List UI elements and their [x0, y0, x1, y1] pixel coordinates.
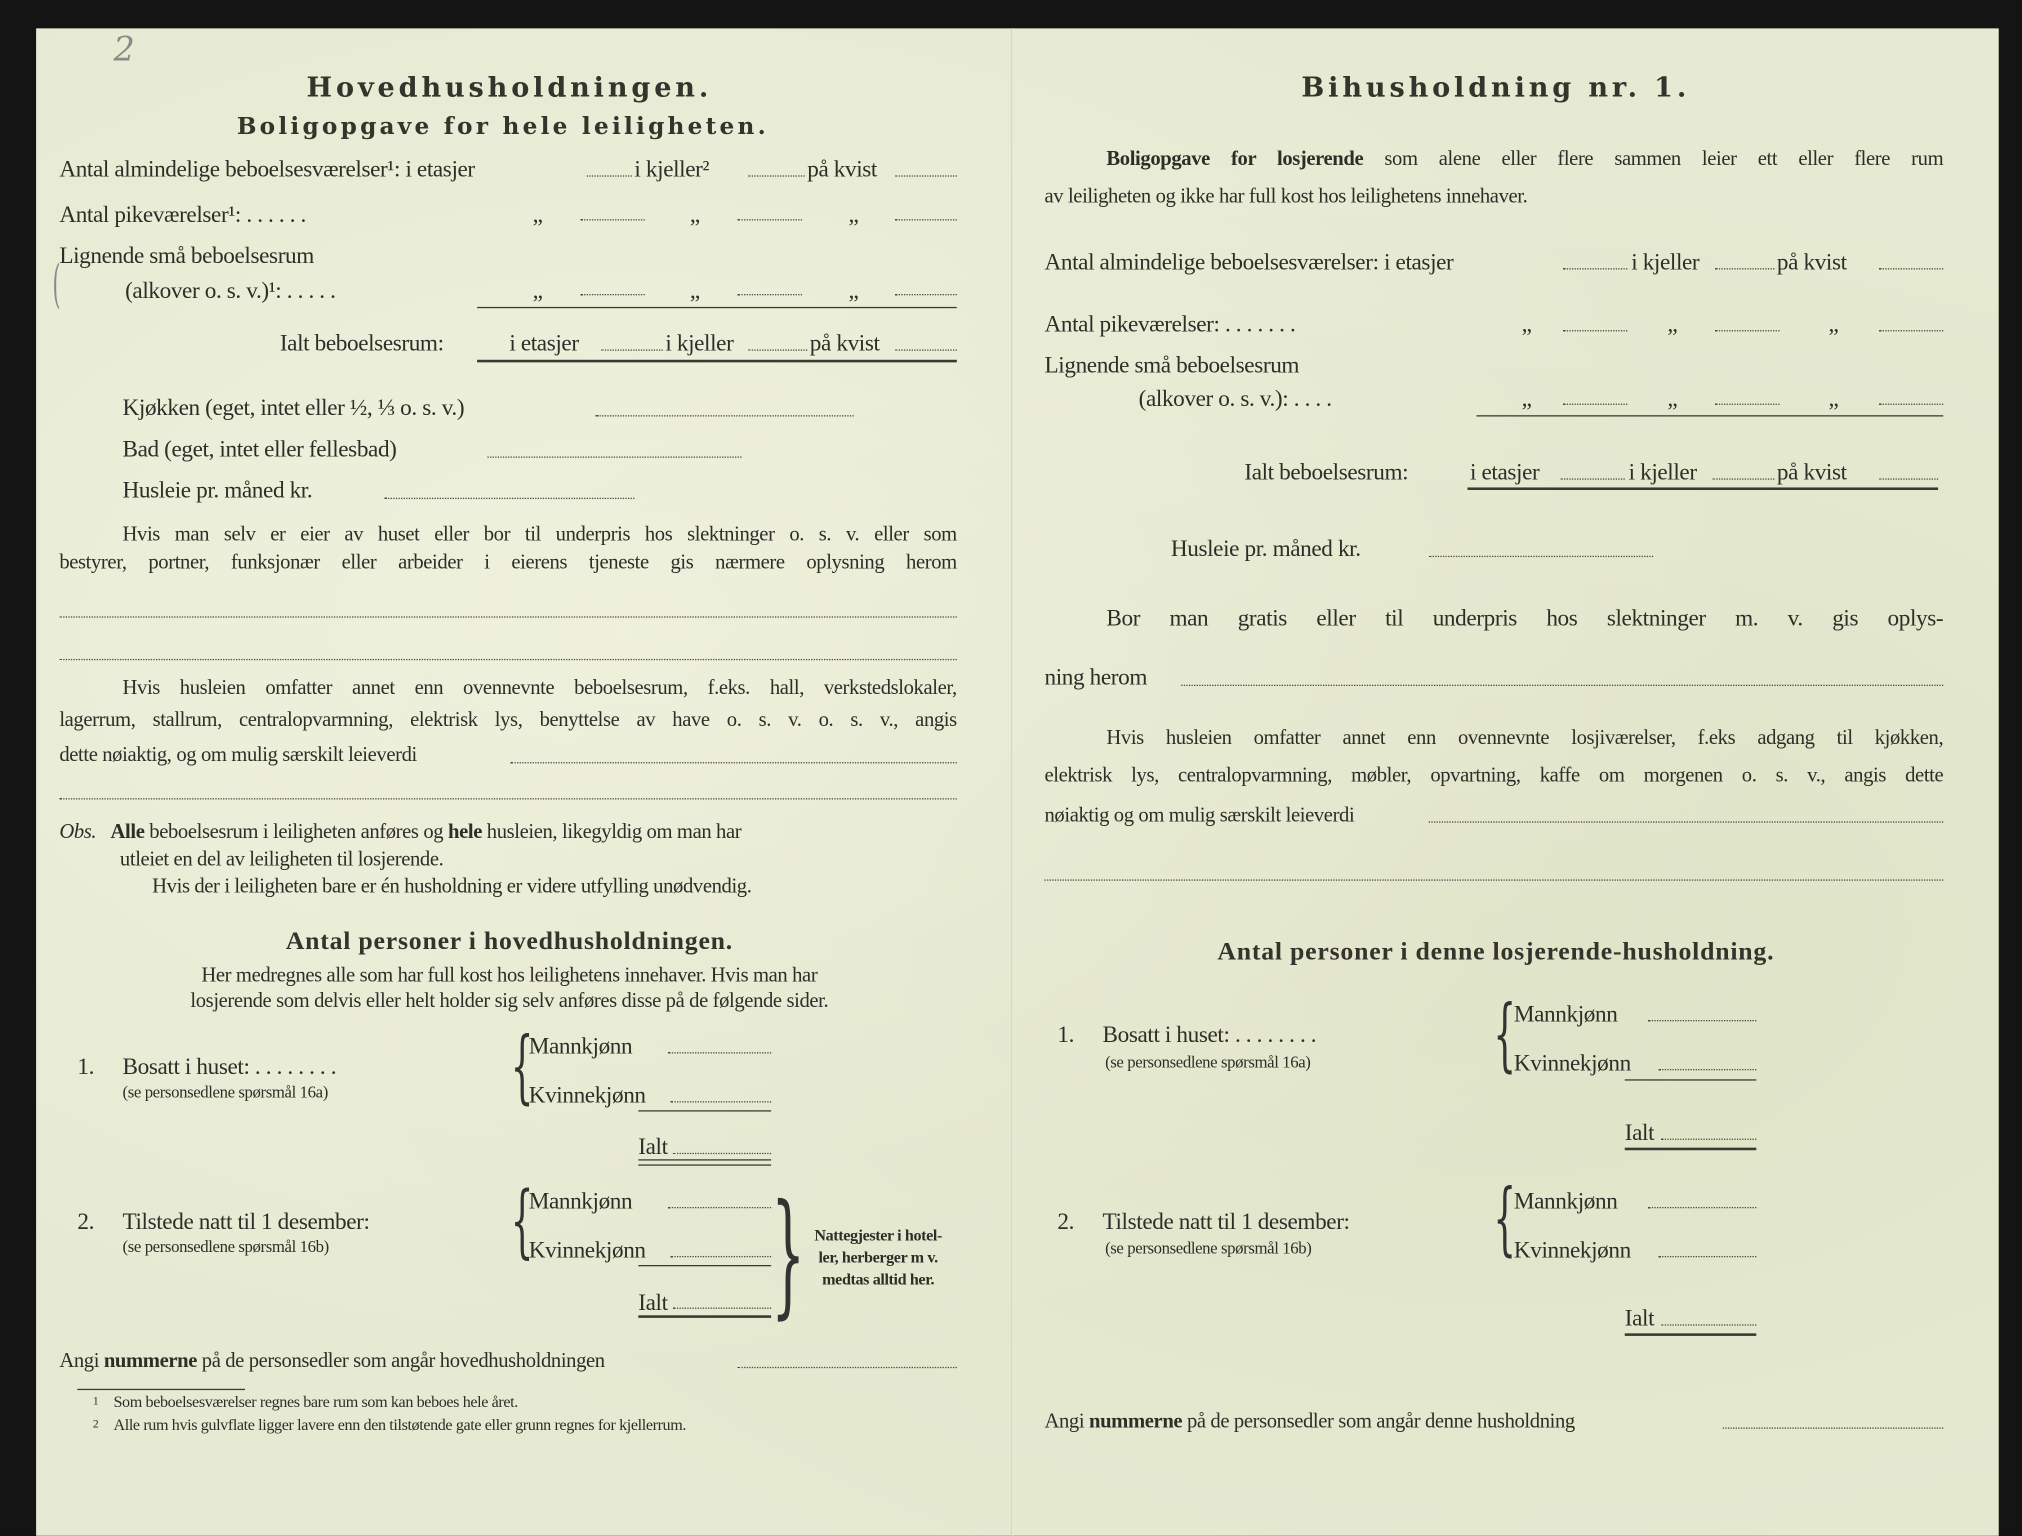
footnote-rule [77, 1389, 245, 1390]
total-rule [1467, 487, 1938, 490]
field-maid-floors[interactable] [1563, 330, 1627, 331]
persons-note: losjerende som delvis eller helt holder sig selv anføres disse på de følgende sider. [190, 990, 829, 1013]
obs-bold: hele [448, 821, 482, 844]
intro-text: som alene eller flere sammen leier ett eller flere rum [1384, 148, 1944, 171]
right-intro [1106, 150, 1943, 171]
ditto-mark: „ [1828, 310, 1839, 337]
persons-note: Her medregnes alle som har full kost hos leilighetens innehaver. Hvis man har [201, 964, 818, 987]
female-label: Kvinnekjønn [1513, 1236, 1631, 1263]
field-maid-cellar[interactable] [738, 219, 802, 220]
numbers-bold: nummerne [103, 1350, 198, 1373]
sum-rule [638, 1110, 771, 1111]
field-q1-male[interactable] [1648, 1020, 1756, 1021]
relatives-note: ning herom [1044, 664, 1148, 690]
female-label: Kvinnekjønn [1513, 1049, 1631, 1076]
field-similar-cellar[interactable] [738, 294, 802, 295]
similar-rooms-sublabel: (alkover o. s. v.): . . . . [1138, 385, 1332, 412]
field-attic[interactable] [1879, 268, 1943, 269]
hotel-note: ler, herberger m v. [818, 1248, 938, 1267]
left-subtitle: Boligopgave for hele leiligheten. [236, 113, 769, 141]
obs-bold: Alle [110, 821, 145, 844]
floors-label: i etasjer [509, 330, 579, 356]
total-label: Ialt [1624, 1304, 1655, 1331]
field-similar-attic[interactable] [1879, 404, 1943, 405]
right-brace: } [771, 1174, 806, 1333]
right-title: Bihusholdning nr. 1. [1301, 70, 1691, 104]
bath-label: Bad (eget, intet eller fellesbad) [122, 435, 397, 462]
field-rent[interactable] [384, 498, 634, 499]
rent-label: Husleie pr. måned kr. [1170, 535, 1361, 561]
field-similar-attic[interactable] [895, 294, 957, 295]
obs-text: beboelsesrum i leiligheten anføres og [149, 821, 444, 844]
field-similar-floors[interactable] [1563, 404, 1627, 405]
attic-label: på kvist [809, 330, 880, 356]
cellar-label: i kjeller [1631, 248, 1700, 275]
rent-includes-note: elektrisk lys, centralopvarmning, møbler, opvartning, kaffe om morgenen o. s. v., angis dette [1044, 764, 1944, 787]
female-label: Kvinnekjønn [528, 1081, 646, 1108]
obs-text: husleien, likegyldig om man har [486, 821, 742, 844]
field-q2-female[interactable] [671, 1256, 772, 1257]
owner-note: bestyrer, portner, funksjonær eller arbeider i eierens tjeneste gis nærmere oplysning herom [59, 551, 957, 574]
field-q1-male[interactable] [668, 1052, 771, 1053]
q2-number: 2. [1057, 1208, 1075, 1235]
page-fold [1011, 28, 1014, 1535]
hotel-note: medtas alltid her. [822, 1270, 935, 1289]
total-rule [477, 360, 957, 363]
ordinary-rooms-label: Antal almindelige beboelsesværelser: i etasjer [1044, 248, 1454, 275]
total-label: Ialt [638, 1133, 668, 1160]
right-intro: av leiligheten og ikke har full kost hos leilighetens innehaver. [1044, 185, 1528, 208]
ditto-mark: „ [1667, 385, 1678, 412]
q2-sub: (se personsedlene spørsmål 16b) [122, 1236, 329, 1256]
female-label: Kvinnekjønn [528, 1236, 646, 1263]
field-maid-cellar[interactable] [1715, 330, 1779, 331]
field-q1-total[interactable] [1661, 1139, 1756, 1140]
rent-includes-note: Hvis husleien omfatter annet enn ovennevnte losjiværelser, f.eks adgang til kjøkken, [1106, 727, 1944, 750]
numbers-post: på de personsedler som angår hovedhusholdningen [201, 1350, 605, 1373]
numbers-post: på de personsedler som angår denne husholdning [1186, 1410, 1575, 1433]
field-q2-male[interactable] [668, 1207, 771, 1208]
field-q1-female[interactable] [1658, 1069, 1756, 1070]
field-owner-info-2[interactable] [59, 659, 956, 660]
intro-bold: Boligopgave for losjerende [1106, 148, 1364, 171]
q2-label: Tilstede natt til 1 desember: [1102, 1208, 1350, 1235]
total-rooms-label: Ialt beboelsesrum: [279, 330, 444, 356]
attic-label: på kvist [1776, 459, 1847, 485]
rent-includes-note: dette nøiaktig, og om mulig særskilt leieverdi [59, 744, 417, 766]
cellar-label: i kjeller [1628, 459, 1697, 485]
footnote-2: Alle rum hvis gulvflate ligger lavere enn den tilstøtende gate eller grunn regnes for kjellerrum. [113, 1415, 687, 1434]
field-q2-female[interactable] [1658, 1256, 1756, 1257]
field-similar-floors[interactable] [580, 294, 644, 295]
footnote-mark: 2 [92, 1417, 99, 1431]
male-label: Mannkjønn [1513, 1187, 1618, 1214]
ditto-mark: „ [848, 277, 859, 304]
sum-rule [1625, 1079, 1757, 1080]
left-brace: { [510, 1173, 534, 1268]
field-similar-cellar[interactable] [1715, 404, 1779, 405]
field-floors[interactable] [1563, 268, 1627, 269]
similar-rooms-sublabel: (alkover o. s. v.)¹: . . . . . [125, 277, 336, 304]
ditto-mark: „ [1828, 385, 1839, 412]
q1-number: 1. [77, 1053, 95, 1080]
field-person-numbers[interactable] [1723, 1427, 1944, 1428]
total-label: Ialt [638, 1289, 668, 1316]
field-floors[interactable] [587, 175, 632, 176]
left-brace: { [510, 1018, 534, 1113]
male-label: Mannkjønn [1513, 1000, 1618, 1027]
total-rule [1625, 1148, 1757, 1151]
rent-label: Husleie pr. måned kr. [122, 477, 313, 503]
left-brace: { [1493, 986, 1517, 1081]
ditto-mark: „ [1521, 310, 1532, 337]
sum-rule [477, 307, 957, 308]
sum-rule [638, 1265, 771, 1266]
field-rent-includes-1[interactable] [1429, 821, 1944, 822]
rent-includes-note: lagerrum, stallrum, centralopvarmning, elektrisk lys, benyttelse av have o. s. v. o. s. v., angis [59, 709, 957, 732]
field-total-floors[interactable] [601, 349, 663, 350]
persons-title: Antal personer i hovedhusholdningen. [285, 927, 734, 956]
field-rent-includes-1[interactable] [511, 762, 957, 763]
obs-label: Obs. [59, 821, 97, 844]
q1-sub: (se personsedlene spørsmål 16a) [122, 1081, 328, 1102]
numbers-label [59, 1351, 604, 1372]
field-q1-total[interactable] [673, 1153, 771, 1154]
ditto-mark: „ [1521, 385, 1532, 412]
q2-label: Tilstede natt til 1 desember: [122, 1208, 370, 1235]
q2-number: 2. [77, 1208, 95, 1235]
field-cellar[interactable] [1715, 268, 1774, 269]
footnote-mark: 1 [92, 1393, 99, 1407]
maid-rooms-label: Antal pikeværelser: . . . . . . . [1044, 310, 1296, 337]
obs-note: Hvis der i leiligheten bare er én husholdning er videre utfylling unødvendig. [152, 875, 752, 898]
ditto-mark: „ [689, 277, 700, 304]
field-bath[interactable] [487, 456, 741, 457]
field-maid-attic[interactable] [1879, 330, 1943, 331]
ordinary-rooms-label: Antal almindelige beboelsesværelser¹: i etasjer [59, 156, 475, 182]
ditto-mark: „ [532, 201, 543, 227]
field-q2-total[interactable] [673, 1308, 771, 1309]
field-rent-includes-2[interactable] [1044, 879, 1943, 880]
maid-rooms-label: Antal pikeværelser¹: . . . . . . [59, 201, 306, 227]
obs-note [59, 823, 956, 844]
numbers-bold: nummerne [1089, 1410, 1183, 1433]
ditto-mark: „ [848, 201, 859, 227]
field-q2-total[interactable] [1661, 1324, 1756, 1325]
total-double-rule [638, 1159, 771, 1165]
attic-label: på kvist [807, 156, 878, 182]
handwritten-mark: 2 [113, 30, 135, 70]
q2-sub: (se personsedlene spørsmål 16b) [1105, 1237, 1312, 1258]
field-total-floors[interactable] [1560, 478, 1624, 479]
field-total-cellar[interactable] [1712, 478, 1774, 479]
hotel-note: Nattegjester i hotel- [814, 1226, 942, 1245]
field-person-numbers[interactable] [738, 1367, 957, 1368]
relatives-note: Bor man gratis eller til underpris hos slektninger m. v. gis oplys- [1106, 604, 1944, 631]
total-rule [1625, 1333, 1757, 1336]
rent-includes-note: Hvis husleien omfatter annet enn ovennevnte beboelsesrum, f.eks. hall, verkstedslokaler, [122, 676, 957, 699]
floors-label: i etasjer [1470, 459, 1540, 485]
persons-title: Antal personer i denne losjerende-husholdning. [1217, 937, 1775, 966]
field-cellar[interactable] [748, 175, 805, 176]
left-title: Hovedhusholdningen. [306, 70, 713, 104]
field-q1-female[interactable] [671, 1101, 772, 1102]
numbers-pre: Angi [59, 1350, 100, 1373]
sum-rule [1476, 415, 1943, 416]
similar-rooms-label: Lignende små beboelsesrum [1044, 352, 1300, 378]
field-total-attic[interactable] [895, 349, 957, 350]
numbers-pre: Angi [1044, 1410, 1085, 1433]
q1-sub: (se personsedlene spørsmål 16a) [1105, 1052, 1311, 1072]
ditto-mark: „ [1667, 310, 1678, 337]
kitchen-label: Kjøkken (eget, intet eller ½, ⅓ o. s. v.) [122, 394, 465, 421]
total-rooms-label: Ialt beboelsesrum: [1244, 459, 1409, 485]
field-attic[interactable] [895, 175, 957, 176]
total-label: Ialt [1624, 1119, 1655, 1146]
male-label: Mannkjønn [528, 1187, 633, 1214]
handwritten-bracket: ( [52, 255, 61, 315]
ditto-mark: „ [689, 201, 700, 227]
field-total-attic[interactable] [1879, 478, 1938, 479]
ditto-mark: „ [532, 277, 543, 304]
left-brace: { [1493, 1170, 1517, 1265]
field-maid-attic[interactable] [895, 219, 957, 220]
q1-number: 1. [1057, 1021, 1075, 1048]
obs-note: utleiet en del av leiligheten til losjerende. [119, 848, 444, 871]
field-rent[interactable] [1429, 556, 1653, 557]
total-rule [638, 1315, 771, 1318]
field-rent-includes-2[interactable] [59, 798, 956, 799]
numbers-label [1044, 1412, 1574, 1433]
owner-note: Hvis man selv er eier av huset eller bor til underpris hos slektninger o. s. v. eller som [122, 523, 957, 546]
field-maid-floors[interactable] [580, 219, 644, 220]
q1-label: Bosatt i huset: . . . . . . . . [122, 1053, 337, 1080]
attic-label: på kvist [1776, 248, 1847, 275]
field-total-cellar[interactable] [748, 349, 807, 350]
cellar-label: i kjeller [665, 330, 734, 356]
male-label: Mannkjønn [528, 1032, 633, 1059]
field-q2-male[interactable] [1648, 1207, 1756, 1208]
field-owner-info-1[interactable] [59, 616, 956, 617]
similar-rooms-label: Lignende små beboelsesrum [59, 242, 314, 269]
field-relatives-info[interactable] [1181, 685, 1943, 686]
rent-includes-note: nøiaktig og om mulig særskilt leieverdi [1044, 804, 1355, 827]
cellar-label: i kjeller² [634, 156, 710, 182]
field-kitchen[interactable] [596, 415, 854, 416]
q1-label: Bosatt i huset: . . . . . . . . [1102, 1021, 1317, 1048]
footnote-1: Som beboelsesværelser regnes bare rum som kan beboes hele året. [113, 1392, 518, 1411]
